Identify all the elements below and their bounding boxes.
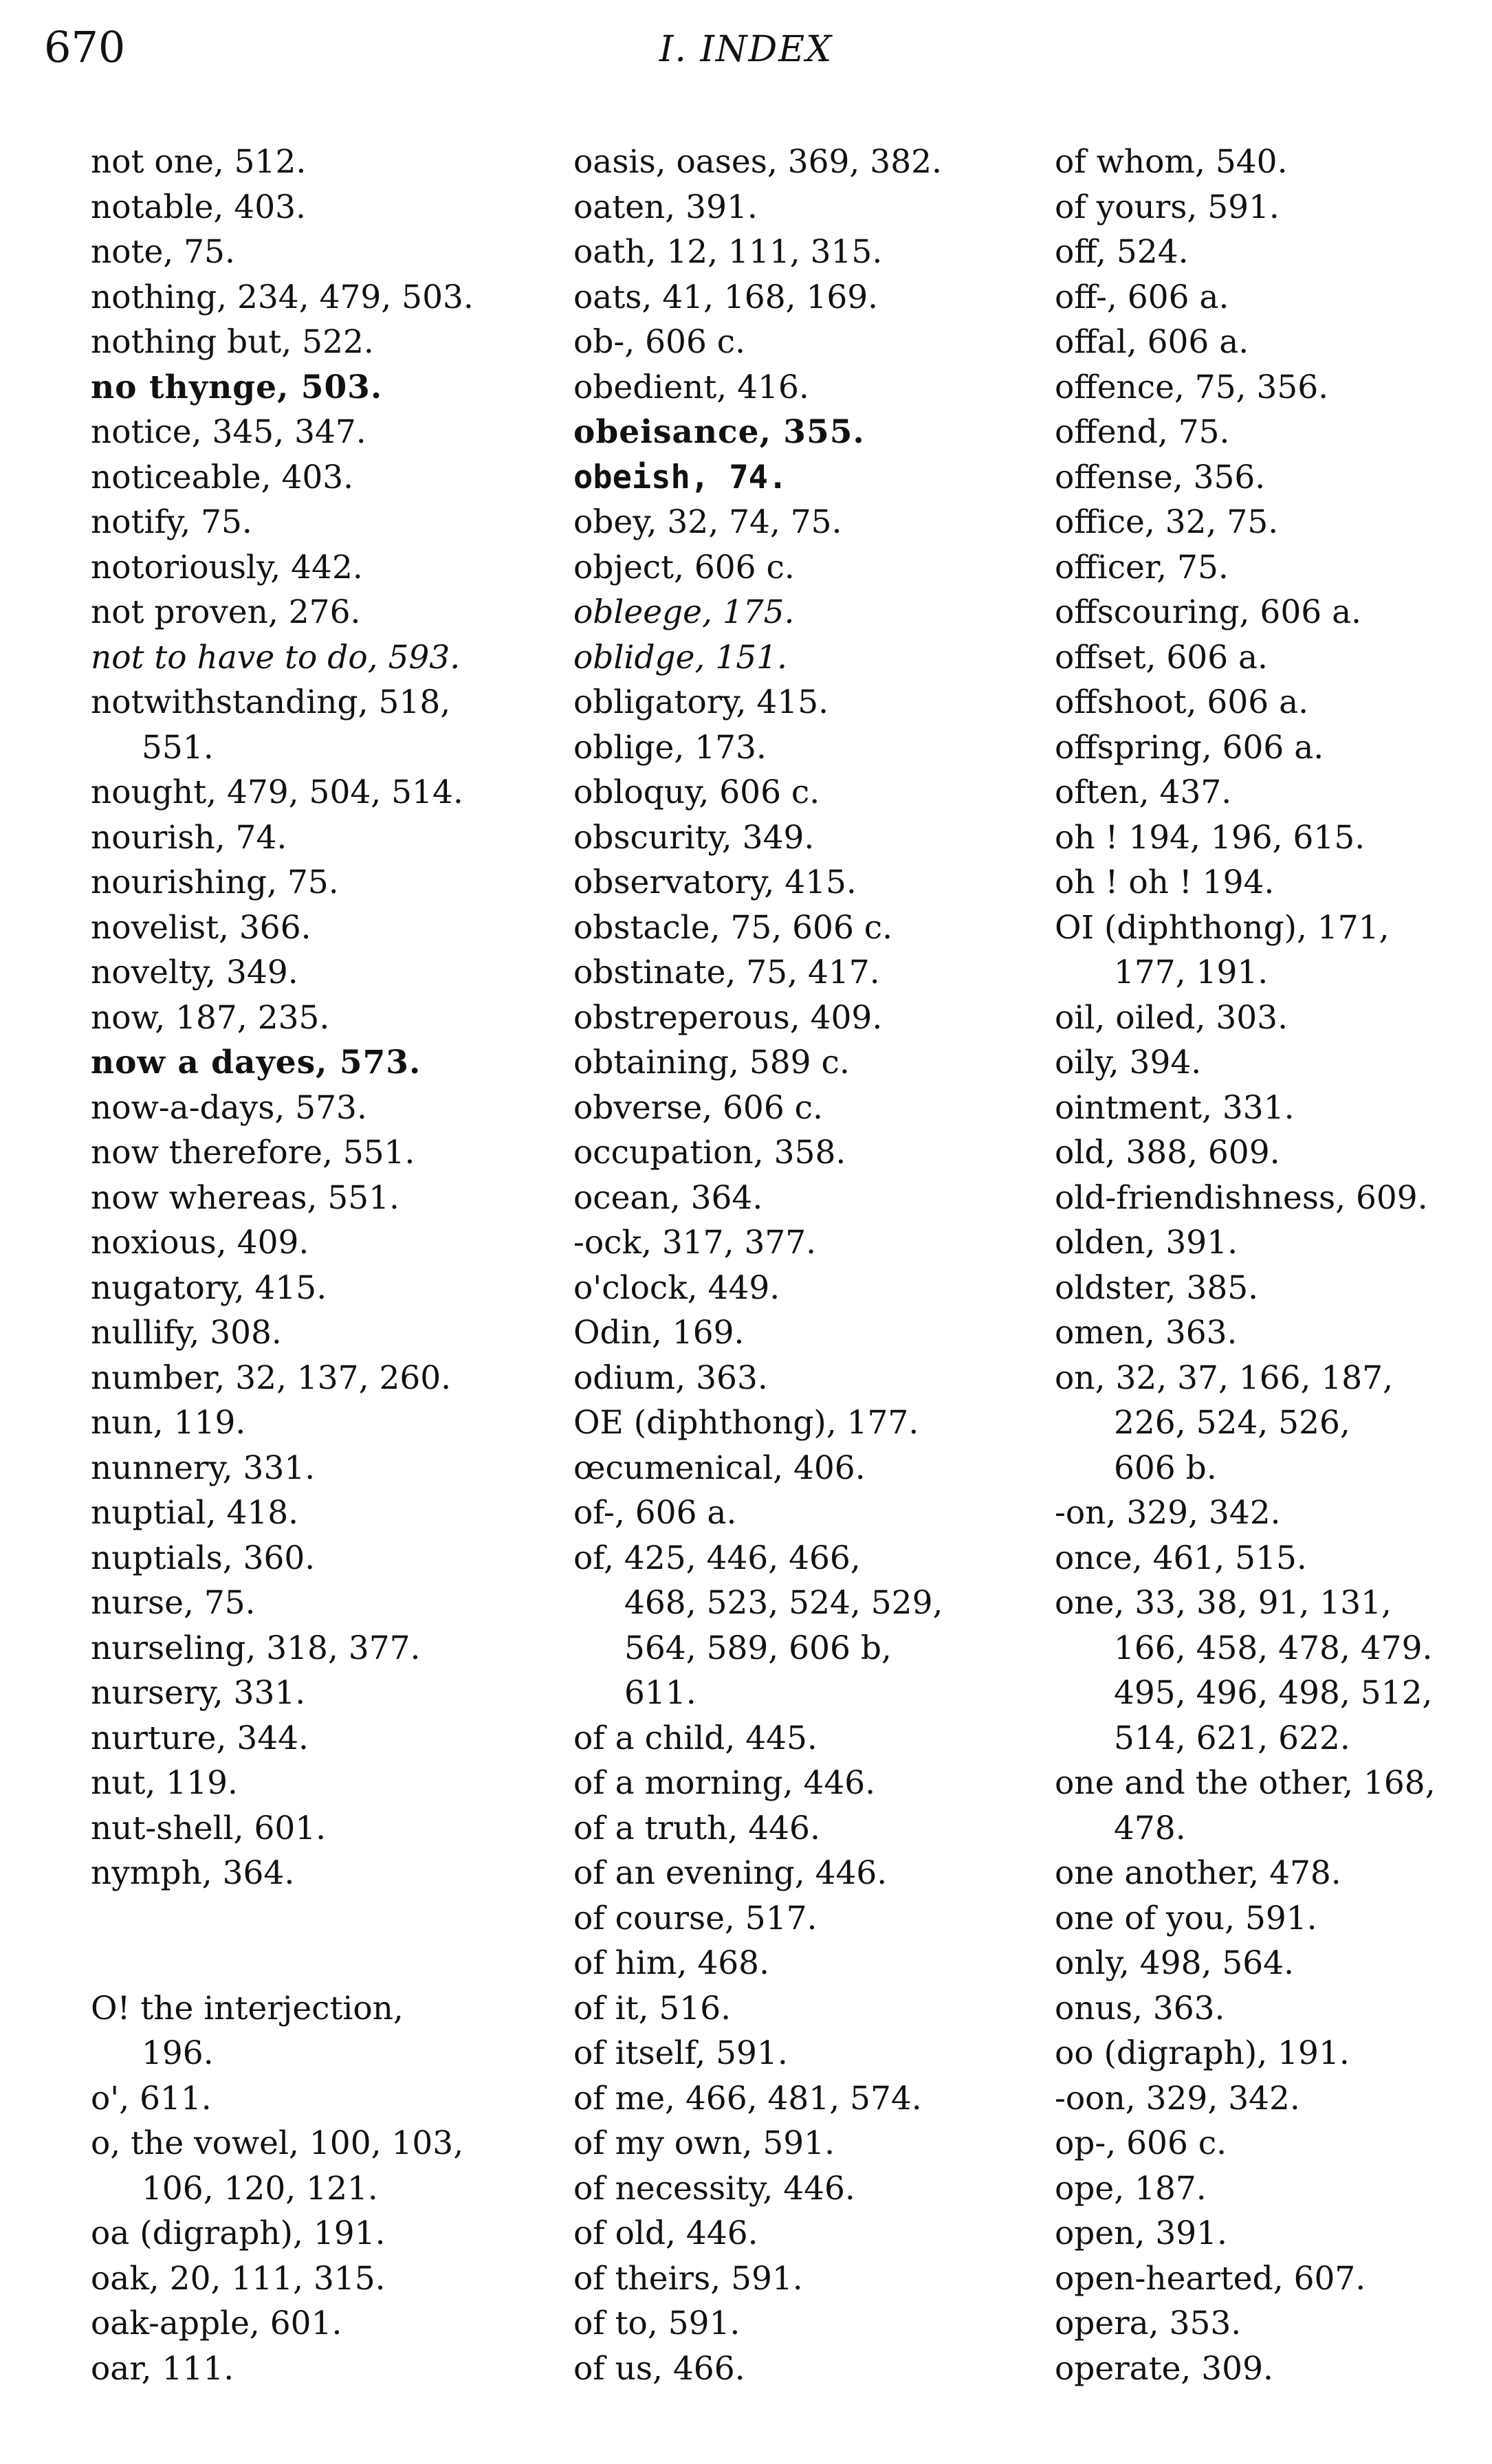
index-entry: oar, 111. [91,2349,234,2388]
index-entry: of whom, 540. [1055,143,1288,181]
index-entry: nullify, 308. [91,1314,282,1352]
index-entry: odium, 363. [573,1358,768,1397]
index-entry: oats, 41, 168, 169. [573,278,879,316]
index-entry: notoriously, 442. [91,548,363,586]
index-entry: offshoot, 606 a. [1055,683,1309,721]
index-entry: nourish, 74. [91,818,287,857]
index-entry-continuation: 166, 458, 478, 479. [1114,1629,1433,1667]
index-entry: o, the vowel, 100, 103, [91,2124,464,2162]
index-entry: offense, 356. [1055,458,1266,496]
index-entry: opera, 353. [1055,2304,1242,2342]
index-entry: off-, 606 a. [1055,278,1229,316]
index-column-right [1055,140,1481,2391]
index-entry: observatory, 415. [573,864,857,901]
index-entry: obscurity, 349. [573,818,815,857]
index-entry: not to have to do, 593. [91,638,461,676]
index-entry: nought, 479, 504, 514. [91,773,463,811]
index-entry: note, 75. [91,233,235,271]
index-entry: nothing but, 522. [91,323,374,361]
index-entry: now therefore, 551. [91,1134,415,1172]
index-entry: of him, 468. [573,1944,770,1982]
index-entry: officer, 75. [1055,548,1229,586]
index-entry: offence, 75, 356. [1055,368,1329,406]
index-entry: nuptial, 418. [91,1494,299,1532]
index-entry-continuation: 564, 589, 606 b, [624,1629,892,1667]
index-entry: office, 32, 75. [1055,503,1279,541]
index-entry: of it, 516. [573,1989,732,2027]
index-entry: œcumenical, 406. [573,1449,866,1487]
index-entry: obtaining, 589 c. [573,1044,850,1081]
index-entry: obedient, 416. [573,368,809,406]
index-column-middle [573,140,1013,2391]
index-entry: nourishing, 75. [91,864,339,901]
index-entry: now-a-days, 573. [91,1088,367,1127]
index-entry: notify, 75. [91,503,252,541]
index-entry: -oon, 329, 342. [1055,2079,1300,2118]
index-entry: OE (diphthong), 177. [573,1404,919,1442]
index-entry: nun, 119. [91,1404,246,1442]
index-entry: obeish, 74. [573,458,788,496]
index-entry: not one, 512. [91,143,307,181]
index-entry: -ock, 317, 377. [573,1224,817,1262]
index-entry: O! the interjection, [91,1989,404,2027]
index-entry: noxious, 409. [91,1224,309,1262]
index-entry: Odin, 169. [573,1314,745,1352]
index-entry: o'clock, 449. [573,1268,780,1307]
index-entry: of itself, 591. [573,2034,788,2072]
index-entry: oily, 394. [1055,1044,1202,1081]
index-entry: operate, 309. [1055,2349,1273,2388]
index-entry-continuation: 551. [142,728,214,767]
index-entry: oh ! oh ! 194. [1055,864,1275,901]
index-entry: ob-, 606 c. [573,323,746,361]
index-entry: nurseling, 318, 377. [91,1629,421,1667]
index-entry: ocean, 364. [573,1178,763,1217]
index-entry: nugatory, 415. [91,1268,327,1307]
index-entry: novelty, 349. [91,954,298,991]
index-entry: oak-apple, 601. [91,2304,342,2342]
index-entry: oa (digraph), 191. [91,2214,386,2252]
index-entry: once, 461, 515. [1055,1539,1307,1577]
index-entry-continuation: 606 b. [1114,1449,1217,1487]
index-entry: obeisance, 355. [573,413,865,451]
index-entry: of theirs, 591. [573,2259,803,2298]
index-entry: ope, 187. [1055,2169,1207,2208]
index-entry: now whereas, 551. [91,1178,400,1217]
index-entry: of a truth, 446. [573,1809,820,1847]
index-entry: of old, 446. [573,2214,758,2252]
index-entry-continuation: 106, 120, 121. [142,2169,378,2208]
index-entry: on, 32, 37, 166, 187, [1055,1358,1394,1397]
index-entry-continuation: 226, 524, 526, [1114,1404,1350,1442]
index-entry: one of you, 591. [1055,1899,1317,1937]
index-entry: op-, 606 c. [1055,2124,1227,2162]
index-entry-continuation: 468, 523, 524, 529, [624,1584,943,1622]
index-entry: obverse, 606 c. [573,1088,823,1127]
index-entry: obligatory, 415. [573,683,829,721]
running-title: I. INDEX [659,29,833,70]
index-entry: not proven, 276. [91,593,361,631]
index-entry: notable, 403. [91,188,306,226]
index-entry: occupation, 358. [573,1134,846,1172]
index-entry: olden, 391. [1055,1224,1238,1262]
index-entry: offscouring, 606 a. [1055,593,1362,631]
index-entry: nut-shell, 601. [91,1809,327,1847]
index-entry: oblige, 173. [573,728,767,767]
index-entry: obloquy, 606 c. [573,773,820,811]
index-entry: oaten, 391. [573,188,758,226]
index-entry: o', 611. [91,2079,212,2118]
index-entry: nuptials, 360. [91,1539,316,1577]
index-entry: omen, 363. [1055,1314,1238,1352]
index-entry: offset, 606 a. [1055,638,1268,676]
index-entry: offspring, 606 a. [1055,728,1324,767]
index-entry-continuation: 514, 621, 622. [1114,1719,1350,1757]
index-entry: one another, 478. [1055,1854,1341,1892]
index-entry: nut, 119. [91,1764,238,1802]
index-entry: of yours, 591. [1055,188,1280,226]
index-entry: obleege, 175. [573,593,795,631]
section-gap [91,1896,517,1986]
index-entry: oasis, oases, 369, 382. [573,143,942,181]
index-entry: ointment, 331. [1055,1088,1295,1127]
index-entry: now, 187, 235. [91,998,330,1037]
index-entry: of to, 591. [573,2304,740,2342]
index-entry: nothing, 234, 479, 503. [91,278,474,316]
index-entry: old-friendishness, 609. [1055,1178,1428,1217]
index-entry: novelist, 366. [91,908,311,947]
index-entry: of necessity, 446. [573,2169,855,2208]
index-entry: only, 498, 564. [1055,1944,1295,1982]
index-entry: noticeable, 403. [91,458,354,496]
index-entry: of course, 517. [573,1899,818,1937]
index-entry: OI (diphthong), 171, [1055,908,1390,947]
index-entry-continuation: 495, 496, 498, 512, [1114,1674,1433,1712]
index-entry: oath, 12, 111, 315. [573,233,883,271]
index-column-left [91,140,517,2391]
index-entry: offal, 606 a. [1055,323,1249,361]
index-entry: old, 388, 609. [1055,1134,1280,1172]
index-entry: oldster, 385. [1055,1268,1259,1307]
index-entry: obstreperous, 409. [573,998,883,1037]
index-entry: now a dayes, 573. [91,1044,421,1081]
index-entry: of a child, 445. [573,1719,818,1757]
index-entry: nursery, 331. [91,1674,306,1712]
index-entry: nymph, 364. [91,1854,295,1892]
index-entry: oak, 20, 111, 315. [91,2259,386,2298]
index-entry: obstinate, 75, 417. [573,954,880,991]
index-entry: often, 437. [1055,773,1232,811]
index-entry: oblidge, 151. [573,638,787,676]
index-entry-continuation: 177, 191. [1114,954,1269,991]
index-entry: notwithstanding, 518, [91,683,451,721]
index-entry: number, 32, 137, 260. [91,1358,452,1397]
index-entry: onus, 363. [1055,1989,1225,2027]
index-entry: notice, 345, 347. [91,413,366,451]
index-entry: offend, 75. [1055,413,1230,451]
index-entry: of me, 466, 481, 574. [573,2079,922,2118]
index-entry: off, 524. [1055,233,1189,271]
page-number: 670 [44,22,126,72]
index-entry: of an evening, 446. [573,1854,888,1892]
index-entry: obstacle, 75, 606 c. [573,908,893,947]
index-entry: nunnery, 331. [91,1449,316,1487]
index-entry: nurse, 75. [91,1584,256,1622]
index-entry: open, 391. [1055,2214,1227,2252]
index-entry: open-hearted, 607. [1055,2259,1366,2298]
index-entry: of, 425, 446, 466, [573,1539,861,1577]
index-entry: of-, 606 a. [573,1494,737,1532]
index-entry-continuation: 611. [624,1674,696,1712]
index-entry: object, 606 c. [573,548,795,586]
index-entry: one, 33, 38, 91, 131, [1055,1584,1392,1622]
index-entry: one and the other, 168, [1055,1764,1436,1802]
index-entry: no thynge, 503. [91,368,383,406]
index-entry: oh ! 194, 196, 615. [1055,818,1365,857]
index-entry-continuation: 478. [1114,1809,1186,1847]
index-entry: of a morning, 446. [573,1764,876,1802]
index-entry: nurture, 344. [91,1719,309,1757]
index-entry: -on, 329, 342. [1055,1494,1281,1532]
index-entry: obey, 32, 74, 75. [573,503,842,541]
index-entry: oo (digraph), 191. [1055,2034,1350,2072]
index-entry: oil, oiled, 303. [1055,998,1288,1037]
index-entry: of my own, 591. [573,2124,835,2162]
index-entry: of us, 466. [573,2349,745,2388]
index-entry-continuation: 196. [142,2034,214,2072]
